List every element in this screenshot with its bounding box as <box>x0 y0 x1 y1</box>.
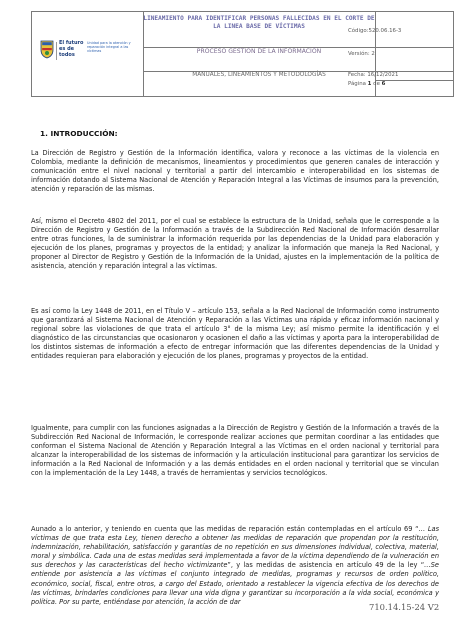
page-of-label: de <box>371 81 382 87</box>
paragraph-5-text: Aunado a lo anterior, y teniendo en cuenta que las medidas de reparación están contempladas en el artículo 69 “ <box>31 525 419 533</box>
document-date: Fecha: 16/12/2021 <box>348 72 399 78</box>
paragraph-1: La Dirección de Registro y Gestión de la Información identifica, valora y reconoce a las víctimas de la violencia en Colombia, mediante la definición de mecanismos, lineamientos y procedimientos que generen canales de interacción y comunicación entre el nivel nacional y territorial a partir del intercambio e interoperabilidad en los sistemas de información dotando al Sistema Nacional de Atención y Reparación Integral a las Víctimas de insumos para la prevención, atención y reparación de las mismas. <box>31 149 439 194</box>
document-version: Versión: 2 <box>348 51 375 57</box>
section-heading: 1. INTRODUCCIÓN: <box>40 129 118 138</box>
document-code: Código:520.06.16-3 <box>348 28 402 34</box>
process-name: PROCESO GESTIÓN DE LA INFORMACIÓN <box>196 48 322 55</box>
colombia-coat-of-arms-icon <box>39 39 55 59</box>
paragraph-3: Es así como la Ley 1448 de 2011, en el Título V – artículo 153, señala a la Red Nacional de Información como instrumento que garantizará al Sistema Nacional de Atención y Reparación a las Víctimas una rápida y eficaz información nacional y regional sobre las violaciones de que trata el artículo 3° de la misma Ley; así mismo permite la identificación y el diagnóstico de las circunstancias que ocasionaron y ocasionen el daño a las víctimas y aporta para la interoperabilidad de los distintos sistemas de información a efecto de entregar información que las diferentes dependencias de la Unidad y entidades requieran para elaboración y ejecución de los planes, programas y proyectos de la entidad. <box>31 307 439 361</box>
page-label: Página <box>348 81 368 87</box>
page-number: 1 <box>367 81 372 87</box>
document-category: MANUALES, LINEAMIENTOS Y METODOLOGÍAS <box>192 72 326 78</box>
document-title: LINEAMIENTO PARA IDENTIFICAR PERSONAS FALLECIDAS EN EL CORTE DE LA LINEA BASE DE VÍCTIMAS <box>143 15 375 30</box>
page-indicator <box>348 81 385 87</box>
logo-sub-text: Unidad para la atención y reparación integral a las víctimas <box>87 41 131 54</box>
page-total: 6 <box>381 81 386 87</box>
logo-cell <box>32 12 144 96</box>
paragraph-5-text: ”, y las medidas de asistencia en artículo 49 de la ley “ <box>227 561 425 570</box>
paragraph-2: Así, mismo el Decreto 4802 del 2011, por el cual se establece la estructura de la Unidad, señala que le corresponde a la Dirección de Registro y Gestión de la Información a través de la Subdirección Red Nacional de Información desarrollar entre otras funciones, la de suministrar la información requerida por las dependencias de la Unidad para elaboración y ejecución de los planes, programas y proyectos de la entidad; y analizar la información que maneja la Red Nacional, y proponer al Director de Registro y Gestión de la Información de la Unidad, ajustes en la implementación de la política de asistencia, atención y reparación integral a las víctimas. <box>31 217 439 271</box>
footer-code: 710.14.15-24 V2 <box>369 602 440 612</box>
meta-cell <box>376 12 453 96</box>
logo-main-text: El futuro es de todos <box>59 40 84 58</box>
quote-article-69: … Las víctimas de que trata esta Ley, tienen derecho a obtener las medidas de reparación que propendan por la restitución, indemnización, rehabilitación, satisfacción y garantías de no repetición en sus dimensiones individual, colectiva, material, moral y simbólica. Cada una de estas medidas será implementada a favor de la víctima dependiendo de la vulneración en sus derechos y las características del hecho victimizante <box>31 525 440 570</box>
header-divider <box>376 80 453 81</box>
paragraph-5 <box>31 525 439 607</box>
logo-divider <box>56 42 57 60</box>
paragraph-4: Igualmente, para cumplir con las funciones asignadas a la Dirección de Registro y Gestión de la Información a través de la Subdirección Red Nacional de Información, le corresponde realizar acciones que permitan coordinar a las entidades que conforman el Sistema Nacional de Atención y Reparación Integral a las Víctimas en el orden nacional y territorial para alcanzar la interoperabilidad de los sistemas de información y la articulación institucional para garantizar los servicios de información a la Red Nacional de Información y a las demás entidades en el orden nacional y territorial que se vinculan con la implementación de la Ley 1448, a través de herramientas y servicios tecnológicos. <box>31 424 439 478</box>
quote-article-49: …Se entiende por asistencia a las víctimas el conjunto integrado de medidas, programas y recursos de orden político, económico, social, fiscal, entre otros, a cargo del Estado, orientado a restablecer la vigencia efectiva de los derechos de las víctimas, brindarles condiciones para llevar una vida digna y garantizar su incorporación a la vida social, económica y política. Por su parte, entiéndase por atención, la acción de dar <box>31 561 439 606</box>
